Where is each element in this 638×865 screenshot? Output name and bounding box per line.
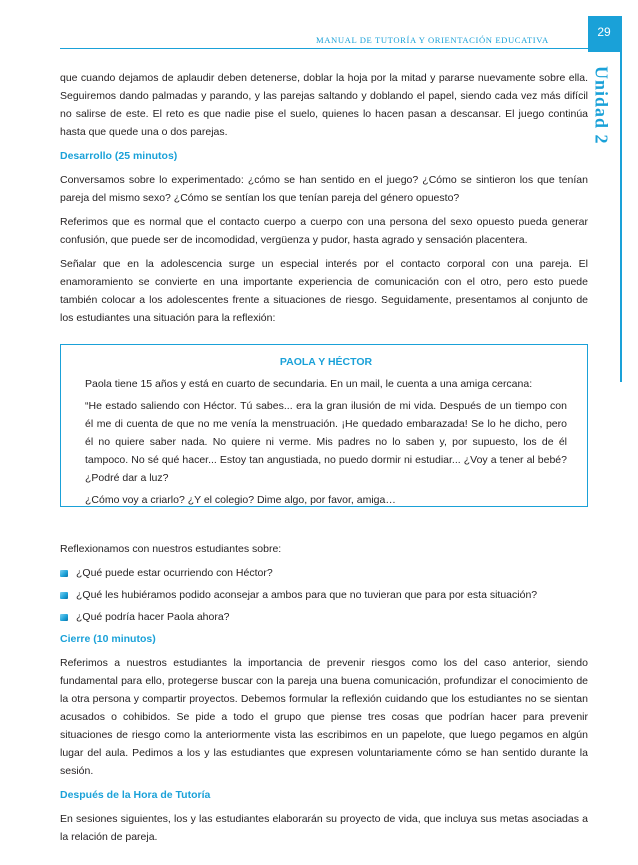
- body-paragraph: Señalar que en la adolescencia surge un especial interés por el contacto corporal con una pareja. El enamoramiento se convierte en una importante experiencia de comunicación con el otro, pero esto puede también colocar a los adolescentes frente a situaciones de riesgo. Seguidamente, presentamos al conjunto de los estudiantes una situación para la reflexión:: [60, 258, 588, 324]
- body-paragraph: que cuando dejamos de aplaudir deben detenerse, doblar la hoja por la mitad y pararse nuevamente sobre ella. Seguiremos dando palmadas y parando, y las parejas saltando y doblando el papel, siendo cada vez más difícil no salirse de este. El reto es que nadie pise el suelo, quienes lo hacen pasan a descansar. El juego continúa hasta que quede una o dos parejas.: [60, 72, 588, 138]
- case-quote: “He estado saliendo con Héctor. Tú sabes... era la gran ilusión de mi vida. Después de un tiempo con él me di cuenta de que no me venía la menstruación. ¡He quedado embarazada! Se lo he dicho, pero él no quiere saber nada. No quiere ni verme. Mis padres no lo saben y, por supuesto, los de él tampoco. No sé qué hacer... Estoy tan angustiada, no puedo dormir ni estudiar... ¿Voy a tener al bebé? ¿Podré dar a luz?: [85, 400, 567, 484]
- section-heading-desarrollo: Desarrollo (25 minutos): [60, 150, 178, 162]
- square-bullet-icon: [60, 570, 68, 577]
- body-paragraph: En sesiones siguientes, los y las estudiantes elaborarán su proyecto de vida, que incluya sus metas asociadas a la relación de pareja.: [60, 813, 588, 843]
- side-rule: [620, 16, 622, 382]
- page-content: [60, 69, 588, 852]
- reflection-list: [60, 564, 588, 626]
- reflection-question: ¿Qué podría hacer Paola ahora?: [76, 611, 230, 623]
- case-closing: ¿Cómo voy a criarlo? ¿Y el colegio? Dime algo, por favor, amiga…: [85, 494, 396, 506]
- page-number: 29: [588, 16, 620, 52]
- body-paragraph: Referimos a nuestros estudiantes la importancia de prevenir riesgos como los del caso anterior, siendo fundamental para ello, protegerse buscar con la pareja una buena comunicación, profundizar el conocimiento de la otra persona y compartir proyectos. Debemos formular la reflexión cuidando que los estudiantes no se sientan acusados o cohibidos. Se pide a todo el grupo que piense tres cosas que podrían hacer para prevenir situaciones de riesgo como la anteriormente vista las escribimos en un papelote, que luego pegamos en algún lugar del aula. Pedimos a los y las estudiantes que expresen voluntariamente cómo se han sentido durante la sesión.: [60, 657, 588, 777]
- reflection-question: ¿Qué les hubiéramos podido aconsejar a ambos para que no tuvieran que para por esta situación?: [76, 589, 538, 601]
- list-item: [60, 608, 588, 626]
- square-bullet-icon: [60, 592, 68, 599]
- reflection-section: [60, 540, 588, 626]
- case-title: PAOLA Y HÉCTOR: [279, 356, 373, 368]
- reflection-intro: Reflexionamos con nuestros estudiantes sobre:: [60, 543, 282, 555]
- list-item: [60, 586, 588, 604]
- unit-label: Unidad 2: [591, 66, 612, 145]
- header-rule: [60, 48, 588, 49]
- case-intro: Paola tiene 15 años y está en cuarto de secundaria. En un mail, le cuenta a una amiga cercana:: [85, 378, 533, 390]
- section-heading-despues: Después de la Hora de Tutoría: [60, 789, 211, 801]
- section-heading-cierre: Cierre (10 minutos): [60, 633, 156, 645]
- case-study-box: [60, 344, 588, 507]
- list-item: [60, 564, 588, 582]
- body-paragraph: Conversamos sobre lo experimentado: ¿cómo se han sentido en el juego? ¿Cómo se sintieron los que tenían pareja del mismo sexo? ¿Cómo se sentían los que tenían pareja del género opuesto?: [60, 174, 588, 204]
- square-bullet-icon: [60, 614, 68, 621]
- reflection-question: ¿Qué puede estar ocurriendo con Héctor?: [76, 567, 273, 579]
- body-paragraph: Referimos que es normal que el contacto cuerpo a cuerpo con una persona del sexo opuesto pueda generar confusión, que puede ser de incomodidad, vergüenza y pudor, hasta agrado y sensación placentera.: [60, 216, 588, 246]
- manual-title: MANUAL DE TUTORÍA Y ORIENTACIÓN EDUCATIVA: [316, 35, 549, 45]
